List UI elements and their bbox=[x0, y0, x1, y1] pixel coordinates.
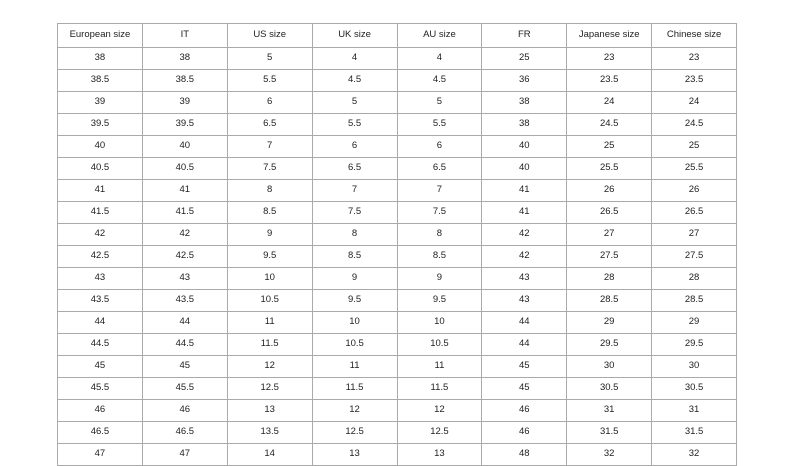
table-cell: 44 bbox=[482, 312, 567, 334]
table-column-header: UK size bbox=[312, 24, 397, 48]
table-cell: 40 bbox=[482, 158, 567, 180]
table-row bbox=[58, 290, 737, 312]
table-row bbox=[58, 444, 737, 466]
table-cell: 5.5 bbox=[397, 114, 482, 136]
table-cell: 30.5 bbox=[652, 378, 737, 400]
table-cell: 5.5 bbox=[227, 70, 312, 92]
table-cell: 8.5 bbox=[227, 202, 312, 224]
table-cell: 8.5 bbox=[397, 246, 482, 268]
table-cell: 46 bbox=[482, 400, 567, 422]
table-cell: 44.5 bbox=[142, 334, 227, 356]
table-cell: 31.5 bbox=[567, 422, 652, 444]
table-cell: 27 bbox=[567, 224, 652, 246]
table-cell: 11.5 bbox=[227, 334, 312, 356]
table-cell: 39 bbox=[58, 92, 143, 114]
table-cell: 29 bbox=[567, 312, 652, 334]
table-cell: 43 bbox=[142, 268, 227, 290]
table-cell: 12.5 bbox=[227, 378, 312, 400]
table-cell: 43 bbox=[58, 268, 143, 290]
table-cell: 38 bbox=[482, 114, 567, 136]
table-cell: 38 bbox=[142, 48, 227, 70]
table-row bbox=[58, 180, 737, 202]
table-row bbox=[58, 158, 737, 180]
table-cell: 42 bbox=[482, 246, 567, 268]
table-cell: 43 bbox=[482, 290, 567, 312]
table-cell: 40 bbox=[142, 136, 227, 158]
table-cell: 10 bbox=[312, 312, 397, 334]
table-column-header: FR bbox=[482, 24, 567, 48]
table-cell: 45 bbox=[58, 356, 143, 378]
table-cell: 45 bbox=[482, 378, 567, 400]
table-cell: 36 bbox=[482, 70, 567, 92]
table-cell: 29 bbox=[652, 312, 737, 334]
table-cell: 26 bbox=[652, 180, 737, 202]
table-column-header: Japanese size bbox=[567, 24, 652, 48]
table-cell: 10.5 bbox=[397, 334, 482, 356]
table-cell: 44 bbox=[58, 312, 143, 334]
table-cell: 28.5 bbox=[652, 290, 737, 312]
table-cell: 29.5 bbox=[652, 334, 737, 356]
table-cell: 26.5 bbox=[567, 202, 652, 224]
table-column-header: IT bbox=[142, 24, 227, 48]
table-cell: 41 bbox=[482, 202, 567, 224]
table-cell: 45.5 bbox=[58, 378, 143, 400]
table-cell: 25.5 bbox=[567, 158, 652, 180]
table-cell: 28.5 bbox=[567, 290, 652, 312]
table-cell: 10.5 bbox=[312, 334, 397, 356]
table-row bbox=[58, 224, 737, 246]
table-header-row bbox=[58, 24, 737, 48]
table-cell: 4.5 bbox=[397, 70, 482, 92]
table-cell: 23.5 bbox=[567, 70, 652, 92]
table-cell: 11.5 bbox=[312, 378, 397, 400]
table-cell: 38 bbox=[482, 92, 567, 114]
table-cell: 8 bbox=[397, 224, 482, 246]
table-cell: 9 bbox=[227, 224, 312, 246]
table-cell: 38.5 bbox=[142, 70, 227, 92]
table-row bbox=[58, 246, 737, 268]
table-cell: 24.5 bbox=[567, 114, 652, 136]
table-cell: 27 bbox=[652, 224, 737, 246]
table-cell: 26 bbox=[567, 180, 652, 202]
table-cell: 41.5 bbox=[58, 202, 143, 224]
table-cell: 40 bbox=[58, 136, 143, 158]
table-cell: 9 bbox=[312, 268, 397, 290]
table-row bbox=[58, 114, 737, 136]
table-row bbox=[58, 268, 737, 290]
table-cell: 9.5 bbox=[227, 246, 312, 268]
table-cell: 38 bbox=[58, 48, 143, 70]
table-row bbox=[58, 356, 737, 378]
table-column-header: AU size bbox=[397, 24, 482, 48]
table-cell: 44 bbox=[142, 312, 227, 334]
table-cell: 30 bbox=[652, 356, 737, 378]
table-cell: 40 bbox=[482, 136, 567, 158]
table-row bbox=[58, 70, 737, 92]
table-row bbox=[58, 378, 737, 400]
table-cell: 11 bbox=[227, 312, 312, 334]
table-cell: 7 bbox=[227, 136, 312, 158]
table-row bbox=[58, 202, 737, 224]
table-row bbox=[58, 400, 737, 422]
size-conversion-table-wrapper bbox=[57, 23, 737, 466]
table-cell: 26.5 bbox=[652, 202, 737, 224]
table-cell: 11 bbox=[312, 356, 397, 378]
table-cell: 41 bbox=[58, 180, 143, 202]
table-cell: 47 bbox=[58, 444, 143, 466]
table-cell: 39.5 bbox=[142, 114, 227, 136]
table-cell: 42 bbox=[58, 224, 143, 246]
table-cell: 12 bbox=[397, 400, 482, 422]
table-cell: 10 bbox=[227, 268, 312, 290]
table-cell: 45 bbox=[482, 356, 567, 378]
table-cell: 25 bbox=[567, 136, 652, 158]
table-cell: 46.5 bbox=[58, 422, 143, 444]
table-cell: 31.5 bbox=[652, 422, 737, 444]
table-cell: 42 bbox=[482, 224, 567, 246]
table-cell: 31 bbox=[652, 400, 737, 422]
table-row bbox=[58, 334, 737, 356]
table-cell: 40.5 bbox=[58, 158, 143, 180]
table-cell: 43.5 bbox=[142, 290, 227, 312]
table-cell: 10.5 bbox=[227, 290, 312, 312]
table-cell: 32 bbox=[567, 444, 652, 466]
table-cell: 41 bbox=[482, 180, 567, 202]
table-cell: 13.5 bbox=[227, 422, 312, 444]
table-row bbox=[58, 312, 737, 334]
table-cell: 46 bbox=[142, 400, 227, 422]
table-cell: 25 bbox=[482, 48, 567, 70]
table-cell: 9.5 bbox=[397, 290, 482, 312]
table-row bbox=[58, 136, 737, 158]
table-cell: 6 bbox=[312, 136, 397, 158]
table-cell: 29.5 bbox=[567, 334, 652, 356]
table-cell: 45.5 bbox=[142, 378, 227, 400]
table-cell: 7 bbox=[397, 180, 482, 202]
table-cell: 41.5 bbox=[142, 202, 227, 224]
table-cell: 6 bbox=[227, 92, 312, 114]
table-body bbox=[58, 48, 737, 466]
table-cell: 45 bbox=[142, 356, 227, 378]
table-cell: 24 bbox=[567, 92, 652, 114]
table-cell: 23.5 bbox=[652, 70, 737, 92]
table-cell: 27.5 bbox=[652, 246, 737, 268]
table-cell: 30 bbox=[567, 356, 652, 378]
table-cell: 48 bbox=[482, 444, 567, 466]
size-conversion-table bbox=[57, 23, 737, 466]
table-cell: 13 bbox=[397, 444, 482, 466]
table-cell: 31 bbox=[567, 400, 652, 422]
table-cell: 7.5 bbox=[397, 202, 482, 224]
table-cell: 39 bbox=[142, 92, 227, 114]
table-cell: 8.5 bbox=[312, 246, 397, 268]
table-cell: 14 bbox=[227, 444, 312, 466]
table-cell: 43.5 bbox=[58, 290, 143, 312]
table-cell: 11.5 bbox=[397, 378, 482, 400]
table-cell: 44 bbox=[482, 334, 567, 356]
table-column-header: US size bbox=[227, 24, 312, 48]
table-column-header: Chinese size bbox=[652, 24, 737, 48]
table-cell: 23 bbox=[567, 48, 652, 70]
table-cell: 28 bbox=[567, 268, 652, 290]
table-cell: 8 bbox=[227, 180, 312, 202]
table-cell: 11 bbox=[397, 356, 482, 378]
table-cell: 5.5 bbox=[312, 114, 397, 136]
table-cell: 6 bbox=[397, 136, 482, 158]
table-cell: 42.5 bbox=[58, 246, 143, 268]
table-cell: 12.5 bbox=[397, 422, 482, 444]
table-cell: 46 bbox=[58, 400, 143, 422]
table-header bbox=[58, 24, 737, 48]
table-cell: 39.5 bbox=[58, 114, 143, 136]
table-cell: 10 bbox=[397, 312, 482, 334]
table-cell: 12 bbox=[312, 400, 397, 422]
table-cell: 38.5 bbox=[58, 70, 143, 92]
table-row bbox=[58, 48, 737, 70]
table-cell: 4 bbox=[397, 48, 482, 70]
table-cell: 7.5 bbox=[227, 158, 312, 180]
table-cell: 42 bbox=[142, 224, 227, 246]
table-cell: 5 bbox=[227, 48, 312, 70]
table-cell: 47 bbox=[142, 444, 227, 466]
table-cell: 25 bbox=[652, 136, 737, 158]
table-cell: 7.5 bbox=[312, 202, 397, 224]
table-cell: 27.5 bbox=[567, 246, 652, 268]
table-cell: 32 bbox=[652, 444, 737, 466]
table-cell: 41 bbox=[142, 180, 227, 202]
table-cell: 13 bbox=[312, 444, 397, 466]
table-cell: 6.5 bbox=[397, 158, 482, 180]
table-cell: 28 bbox=[652, 268, 737, 290]
table-cell: 5 bbox=[312, 92, 397, 114]
table-cell: 9.5 bbox=[312, 290, 397, 312]
table-cell: 25.5 bbox=[652, 158, 737, 180]
table-cell: 12 bbox=[227, 356, 312, 378]
table-cell: 23 bbox=[652, 48, 737, 70]
table-cell: 8 bbox=[312, 224, 397, 246]
table-cell: 4 bbox=[312, 48, 397, 70]
table-cell: 6.5 bbox=[227, 114, 312, 136]
table-row bbox=[58, 422, 737, 444]
table-row bbox=[58, 92, 737, 114]
table-column-header: European size bbox=[58, 24, 143, 48]
table-cell: 46 bbox=[482, 422, 567, 444]
table-cell: 4.5 bbox=[312, 70, 397, 92]
table-cell: 30.5 bbox=[567, 378, 652, 400]
table-cell: 12.5 bbox=[312, 422, 397, 444]
table-cell: 42.5 bbox=[142, 246, 227, 268]
table-cell: 46.5 bbox=[142, 422, 227, 444]
table-cell: 9 bbox=[397, 268, 482, 290]
table-cell: 5 bbox=[397, 92, 482, 114]
table-cell: 24.5 bbox=[652, 114, 737, 136]
table-cell: 7 bbox=[312, 180, 397, 202]
table-cell: 43 bbox=[482, 268, 567, 290]
table-cell: 13 bbox=[227, 400, 312, 422]
table-cell: 44.5 bbox=[58, 334, 143, 356]
table-cell: 24 bbox=[652, 92, 737, 114]
table-cell: 40.5 bbox=[142, 158, 227, 180]
table-cell: 6.5 bbox=[312, 158, 397, 180]
